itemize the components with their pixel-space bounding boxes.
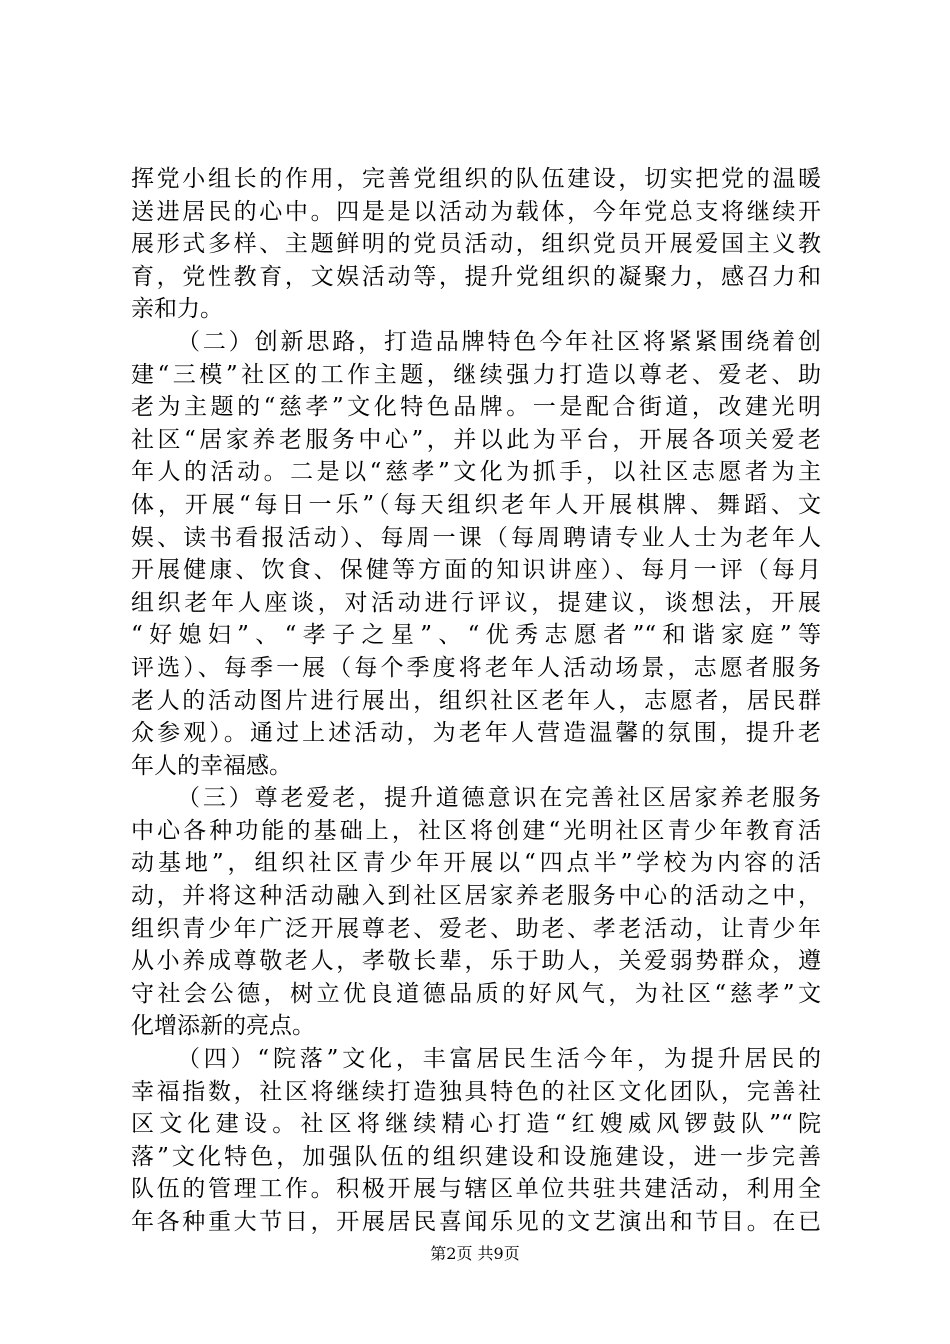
- text-line: 守社会公德，树立优良道德品质的好风气，为社区“慈孝”文: [131, 980, 821, 1007]
- text-line: 队伍的管理工作。积极开展与辖区单位共驻共建活动，利用全: [131, 1176, 821, 1203]
- text-line: 建“三模”社区的工作主题，继续强力打造以尊老、爱老、助: [131, 361, 821, 388]
- text-line: 区文化建设。社区将继续精心打造“红嫂威风锣鼓队”“院: [131, 1111, 821, 1138]
- text-line: 组织老年人座谈，对活动进行评议，提建议，谈想法，开展: [131, 589, 821, 616]
- text-line: 展形式多样、主题鲜明的党员活动，组织党员开展爱国主义教: [131, 231, 821, 258]
- text-line: 评选）、每季一展（每个季度将老年人活动场景，志愿者服务: [131, 654, 821, 681]
- text-line: 挥党小组长的作用，完善党组织的队伍建设，切实把党的温暖: [131, 166, 821, 192]
- text-line: 开展健康、饮食、保健等方面的知识讲座）、每月一评（每月: [131, 557, 821, 584]
- text-line: 年人的活动。二是以“慈孝”文化为抓手，以社区志愿者为主: [131, 459, 821, 486]
- text-line: （二）创新思路，打造品牌特色今年社区将紧紧围绕着创: [177, 328, 821, 355]
- text-line: （四）“院落”文化，丰富居民生活今年，为提升居民的: [177, 1046, 821, 1073]
- text-line: 中心各种功能的基础上，社区将创建“光明社区青少年教育活: [131, 817, 821, 844]
- text-line: 组织青少年广泛开展尊老、爱老、助老、孝老活动，让青少年: [131, 915, 821, 942]
- text-line: 幸福指数，社区将继续打造独具特色的社区文化团队，完善社: [131, 1078, 821, 1105]
- text-line: 社区“居家养老服务中心”，并以此为平台，开展各项关爱老: [131, 426, 821, 453]
- text-line: 年人的幸福感。: [131, 752, 292, 779]
- text-line: 从小养成尊敬老人，孝敬长辈，乐于助人，关爱弱势群众，遵: [131, 948, 821, 975]
- text-line: 老人的活动图片进行展出，组织社区老年人，志愿者，居民群: [131, 687, 821, 714]
- text-line: 老为主题的“慈孝”文化特色品牌。一是配合街道，改建光明: [131, 394, 821, 421]
- text-line: 体，开展“每日一乐”（每天组织老年人开展棋牌、舞蹈、文: [131, 491, 821, 518]
- text-line: 动，并将这种活动融入到社区居家养老服务中心的活动之中，: [131, 883, 821, 910]
- text-line: 亲和力。: [131, 296, 223, 323]
- text-line: 落”文化特色，加强队伍的组织建设和设施建设，进一步完善: [131, 1143, 821, 1170]
- text-line: 化增添新的亮点。: [131, 1013, 315, 1040]
- text-line: “好媳妇”、“孝子之星”、“优秀志愿者”“和谐家庭”等: [131, 622, 821, 649]
- text-line: （三）尊老爱老，提升道德意识在完善社区居家养老服务: [177, 785, 821, 812]
- page-footer: 第2页 共9页: [430, 1244, 520, 1263]
- body-text: [131, 163, 821, 1239]
- text-line: 年各种重大节日，开展居民喜闻乐见的文艺演出和节目。在已: [131, 1209, 821, 1235]
- text-line: 众参观）。通过上述活动，为老年人营造温馨的氛围，提升老: [131, 720, 821, 747]
- text-line: 动基地”，组织社区青少年开展以“四点半”学校为内容的活: [131, 850, 821, 877]
- text-line: 送进居民的心中。四是是以活动为载体，今年党总支将继续开: [131, 198, 821, 225]
- text-line: 娱、读书看报活动）、每周一课（每周聘请专业人士为老年人: [131, 524, 821, 551]
- text-line: 育，党性教育，文娱活动等，提升党组织的凝聚力，感召力和: [131, 263, 821, 290]
